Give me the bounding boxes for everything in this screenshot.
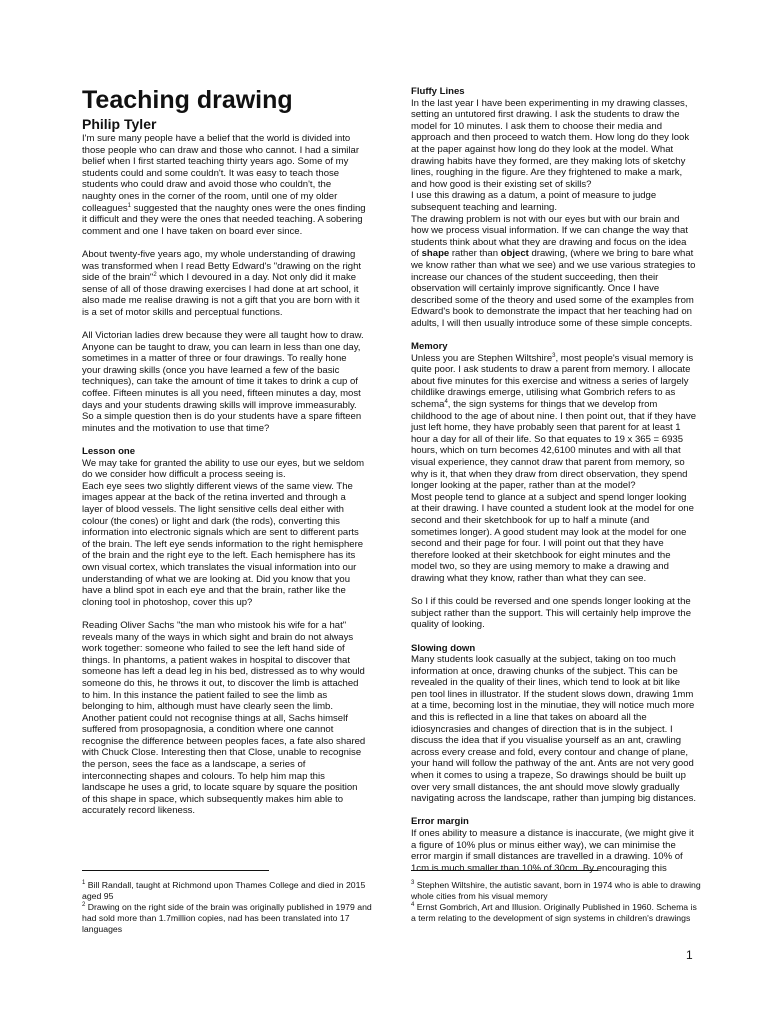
emphasis-object: object bbox=[500, 248, 529, 260]
section-heading-slowing-down: Slowing down bbox=[411, 642, 476, 654]
footnote-mark: 1 bbox=[82, 880, 86, 887]
footnote-mark: 3 bbox=[411, 880, 415, 887]
right-column bbox=[411, 86, 697, 874]
page-title: Teaching drawing bbox=[82, 86, 293, 114]
text-span: , the sign systems for things that we develop from childhood to the age of about nine. I then point out, that if they have just left home, they have probably seen that parent for at least 1 hour a day for all of their life. So that equates to 19 x 365 = 6935 hours, which on turn becomes 42,6100 minutes and with all that visual experience, they cannot draw that parent from memory, so why is it, that when they draw from direct observation, they spend longer looking at the paper, rather than at the model? bbox=[411, 399, 697, 492]
emphasis-shape: shape bbox=[421, 248, 450, 260]
text-span: Unless you are Stephen Wiltshire bbox=[411, 352, 553, 364]
footnote-4 bbox=[411, 902, 701, 924]
lesson-one-paragraph-1: We may take for granted the ability to use our eyes, but we seldom do we consider how difficult a process seeing is. bbox=[82, 457, 365, 481]
fluffy-lines-paragraph-3 bbox=[411, 214, 697, 330]
fluffy-lines-paragraph-1: In the last year I have been experimenting in my drawing classes, setting an untutored first drawing. I ask the students to draw the model for 10 minutes. I ask them to choose their media and approach and then proceed to watch them. How long do they look at the paper against how long do they look at the model. What drawing habits have they formed, are they making lots of sketchy lines, roughing in the figure. Are they frightened to make a mark, and how good is their existing set of skills? bbox=[411, 97, 690, 190]
footnote-text: Bill Randall, taught at Richmond upon Thames College and died in 2015 aged 95 bbox=[82, 880, 366, 901]
intro-paragraph-1 bbox=[82, 133, 367, 237]
text-span: suggested that the naughty ones were the ones finding it difficult and they were the ones that needed teaching. A sobering comment and one I have taken on board ever since. bbox=[82, 202, 366, 237]
footnote-1 bbox=[82, 880, 372, 902]
text-span: I'm sure many people have a belief that the world is divided into those people who can draw and those who cannot. I had a similar belief when I first started teaching thirty years ago. Some of my students could and some couldn't. It was easy to teach those students who could draw and avoid those who couldn't, the naughty ones in the corner of the room, until one of my older colleagues bbox=[82, 133, 360, 214]
page-number: 1 bbox=[686, 948, 693, 962]
footnote-divider-left bbox=[82, 870, 269, 871]
footnote-text: Stephen Wiltshire, the autistic savant, born in 1974 who is able to drawing whole cities from his visual memory bbox=[411, 880, 701, 901]
footnotes-right bbox=[411, 880, 701, 924]
footnote-ref-3: 3 bbox=[552, 352, 556, 359]
footnote-mark: 4 bbox=[411, 902, 415, 909]
text-span: , most people's visual memory is quite poor. I ask students to draw a parent from memory. I allocate about five minutes for this exercise and witness a series of largely childlike drawings emerge, utilising what Gombrich refers to as schema bbox=[411, 352, 694, 411]
text-span: rather than bbox=[449, 248, 501, 260]
section-heading-memory: Memory bbox=[411, 341, 448, 353]
slowing-down-paragraph-1: Many students look casually at the subject, taking on too much information at once, drawing chunks of the subject. This can be revealed in the quality of their lines, which tend to look at bit like pen tool lines in illustrator. If the student slows down, drawing 1mm at a time, becoming lost in the minutiae, they will notice much more and this is reflected in a line that takes on aboard all the idiosyncrasies and changes of direction that is in the subject. I discuss the idea that if you visualise yourself as an ant, crawling across every crease and fold, every contour and change of plane, your hand will follow the pathway of the ant. Ants are not very good when it comes to using a trapeze, So drawings should be built up over very small distances, the ant should move slowly gradually navigating across the landscape, rather than jumping big distances. bbox=[411, 654, 696, 805]
lesson-one-paragraph-3: Reading Oliver Sachs "the man who mistook his wife for a hat" reveals many of the ways in which sight and brain do not always work together: someone who failed to see the left hand side of things. In phantoms, a patient wakes in hospital to discover that someone has left a dead leg in his bed, distressed as to why would someone do this, he throws it out, to discover the limb is attached to him. In this instance the patient failed to see the limb as belonging to him, although must have clearly seen the limb. bbox=[82, 619, 365, 713]
intro-paragraph-2 bbox=[82, 249, 367, 319]
lesson-one-paragraph-4: Another patient could not recognise things at all, Sachs himself suffered from prosopagnosia, a condition where one cannot recognise the difference between peoples faces, a fate also shared with Chuck Close. Interesting then that Close, unable to recognise the person, sees the face as a landscape, a series of interconnecting shapes and colours. To help him map this landscape he uses a grid, to locate square by square the position of this shape in space, which subsequently makes him able to accurately record likeness. bbox=[82, 712, 366, 817]
left-column bbox=[82, 86, 367, 817]
footnote-text: Drawing on the right side of the brain was originally published in 1979 and had sold more than 1.7million copies, nad has been translated into 17 languages bbox=[82, 902, 372, 934]
text-span: The drawing problem is not with our eyes but with our brain and how we process visual information. If we can change the way that students think about what they are drawing and focus on the idea of bbox=[411, 213, 689, 260]
footnote-ref-4: 4 bbox=[444, 398, 448, 405]
footnote-ref-2: 2 bbox=[153, 271, 157, 278]
section-heading-fluffy-lines: Fluffy Lines bbox=[411, 86, 465, 97]
footnote-text: Ernst Gombrich, Art and Illusion. Originally Published in 1960. Schema is a term relating to the development of sign systems in children's drawings bbox=[411, 902, 697, 923]
section-heading-error-margin: Error margin bbox=[411, 816, 469, 828]
memory-paragraph-2: Most people tend to glance at a subject and spend longer looking at their drawing. I have counted a student look at the model for one second and their sketchbook for up to half a minute (and sometimes longer). A good student may look at the model for one second and their page for four. I will point out that they have therefore looked at their sketchbook for eight minutes and the model two, so they are using memory to make a drawing and drawing what they know, rather than what they can see. bbox=[411, 491, 694, 584]
section-heading-lesson-one: Lesson one bbox=[82, 446, 136, 458]
error-margin-paragraph-1: If ones ability to measure a distance is inaccurate, (we might give it a figure of 10% plus or minus either way), we can minimise the error margin if small distances are travelled in a drawing. 10% of 1cm is much smaller than 10% of 30cm. By encouraging this bbox=[411, 828, 694, 874]
fluffy-lines-paragraph-2: I use this drawing as a datum, a point of measure to judge subsequent teaching and learning. bbox=[411, 190, 657, 213]
memory-paragraph-1 bbox=[411, 353, 697, 492]
text-span: drawing, (where we bring to bare what we know rather than what we see) and we use various strategies to increase our chances of the student succeeding, then their observation will certainly improve significantly. Once I have described some of the theory and used some of the examples from Edward's book to demonstrate the impact that her teaching had on adults, I will then usually introduce some of these simple concepts. bbox=[411, 248, 696, 329]
author-name: Philip Tyler bbox=[82, 116, 157, 132]
text-span: About twenty-five years ago, my whole understanding of drawing was transformed when I read Betty Edward's "drawing on the right side of the brain" bbox=[82, 248, 362, 284]
footnotes-left bbox=[82, 880, 372, 935]
footnote-ref-1: 1 bbox=[127, 202, 131, 209]
intro-paragraph-3: All Victorian ladies drew because they were all taught how to draw. Anyone can be taught to draw, you can learn in less than one day, sometimes in a matter of three or four drawings. To really hone your drawing skills (once you have learned a few of the basic techniques), can take the amount of time it takes to drink a cup of coffee. Fifteen minutes is all you need, fifteen minutes a day, most days and your students drawing skills will improve immeasurably. So a simple question then is do your students have a spare fifteen minutes and the motivation to use that time? bbox=[82, 330, 364, 434]
footnote-divider-right bbox=[411, 870, 598, 871]
memory-paragraph-3: So I if this could be reversed and one spends longer looking at the subject rather than the support. This will certainly help improve the quality of looking. bbox=[411, 596, 692, 631]
footnote-3 bbox=[411, 880, 701, 902]
lesson-one-paragraph-2: Each eye sees two slightly different views of the same view. The images appear at the back of the retina inverted and through a layer of blood vessels. The light sensitive cells deal either with colour (the cones) or light and dark (the rods), converting this information into electronic signals which are sent to different parts of the brain. The left eye sends information to the right hemisphere of the brain and the right eye to the left. Each hemisphere has its own visual cortex, which translates the visual information into our understanding of what we are looking at. Did you know that you have a blind spot in each eye and that the brain, rather like the cloning tool in photoshop, cover this up? bbox=[82, 480, 364, 608]
footnote-mark: 2 bbox=[82, 902, 86, 909]
text-span: which I devoured in a day. Not only did it make sense of all of those drawing exercises I had done at art school, it also made me realise drawing is not a gift that you are born with it is a set of motor skills and perceptual functions. bbox=[82, 272, 360, 318]
footnote-2 bbox=[82, 902, 372, 935]
